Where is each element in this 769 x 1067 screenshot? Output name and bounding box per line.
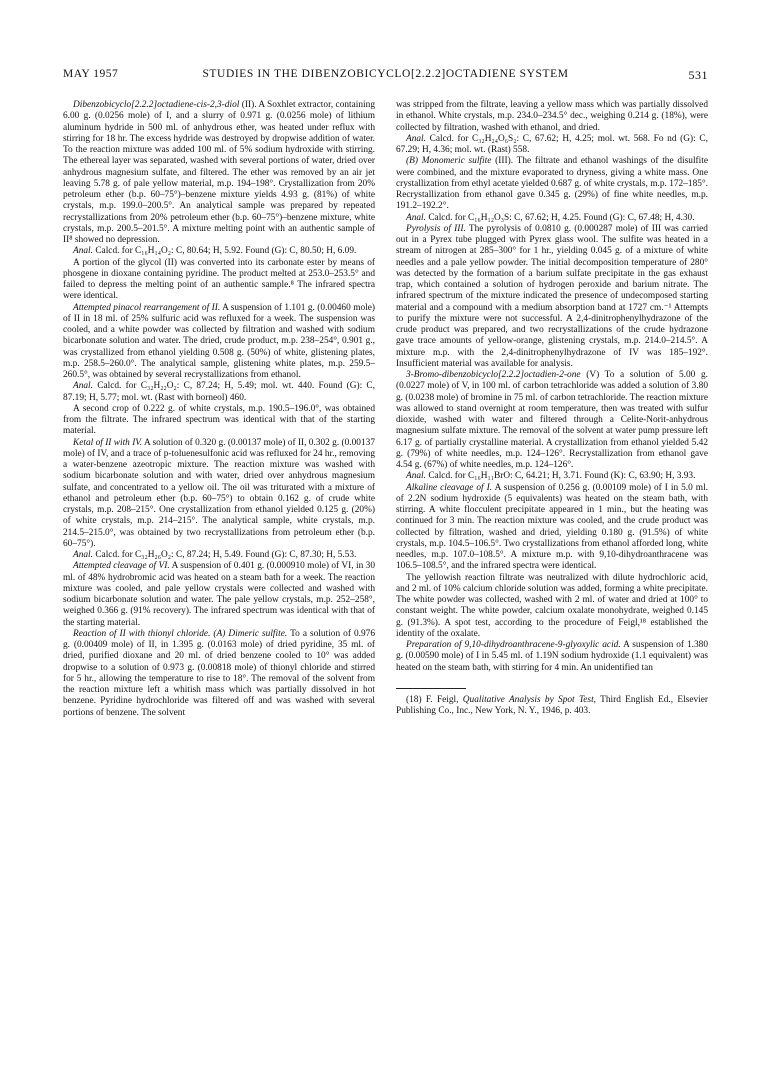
- paragraph-text: (V) To a solution of 5.00 g. (0.0227 mole) of V, in 100 ml. of carbon tetrachloride was added a solution of 3.80 g. (0.0238 mole) of bromine in 75 ml. of carbon tetrachloride. The reaction mixture was allowed to stand overnight at room temperature, then was treated with sulfur dioxide, washed with water and filtered through a Celite-Norit-anhydrous magnesium sulfate mixture. The removal of the solvent at water pump pressure left 6.17 g. of partially crystalline material. A crystallization from ethanol yielded 5.42 g. (79%) of white needles, m.p. 124–126°. Recrystallization from ethanol gave 4.54 g. (67%) of white needles, m.p. 124–126°.: [396, 370, 708, 470]
- paragraph: [396, 483, 708, 573]
- paragraph: [396, 224, 708, 370]
- paragraph-text: A portion of the glycol (II) was converted into its carbonate ester by means of phosgene in dioxane containing pyridine. The product melted at 253.0–253.5° and failed to depress the melting point of an authentic sample.⁸ The infrared spectra were identical.: [63, 257, 375, 302]
- paragraph-text: A suspension of 1.380 g. (0.00590 mole) of I in 5.45 ml. of 1.19N sodium hydroxide (1.1 equivalent) was heated on the steam bath, with stirring for 4 min. An unidentified tan: [396, 640, 708, 673]
- paragraph-heading: Anal.: [406, 133, 426, 144]
- paragraph-heading: Ketal of II with IV.: [73, 437, 143, 448]
- paragraph-heading: Reaction of II with thionyl chloride. (A) Dimeric sulfite.: [73, 628, 288, 639]
- paragraph-text: Calcd. for C₁₆H₁₂O₃S: C, 67.62; H, 4.25. Found (G): C, 67.48; H, 4.30.: [425, 212, 695, 223]
- paragraph: [63, 100, 375, 246]
- paragraph-heading: Anal.: [73, 246, 93, 257]
- paragraph-heading: (B) Monomeric sulfite: [406, 156, 492, 167]
- paragraph: [396, 213, 708, 224]
- paragraph-heading: Anal.: [406, 471, 426, 482]
- footnote-rule: [396, 688, 466, 689]
- running-header: [63, 68, 708, 84]
- paragraph-text: Calcd. for C₁₆H₁₄O₂: C, 80.64; H, 5.92. Found (G): C, 80.50; H, 6.09.: [92, 246, 357, 257]
- paragraph-text: A solution of 0.320 g. (0.00137 mole) of II, 0.302 g. (0.00137 mole) of IV, and a trace of p-toluenesulfonic acid was refluxed for 24 hr., removing a water-benzene azeotropic mixture. The reaction mixture was washed with sodium bicarbonate solution and with water, dried over anhydrous magnesium sulfate, and concentrated to a yellow oil. The oil was triturated with a mixture of ethanol and petroleum ether (b.p. 60–75°) to obtain 0.162 g. of crude white crystals, m.p. 208–215°. One crystallization from ethanol yielded 0.125 g. (20%) of white crystals, m.p. 214–215°. The analytical sample, white crystals, m.p. 214.5–215.0°, was obtained by two recrystallizations from petroleum ether (b.p. 60–75°).: [63, 437, 375, 549]
- paragraph-text: A suspension of 1.101 g. (0.00460 mole) of II in 18 ml. of 25% sulfuric acid was refluxed for a week. The suspension was cooled, and a white powder was collected by filtration and washed with sodium bicarbonate solution and water. The dried, crude product, m.p. 238–254°, 0.901 g., was crystallized from ethanol yielding 0.508 g. (50%) of white, glistening plates, m.p. 258.5–260.0°. The analytical sample, glistening white plates, m.p. 259.5–260.5°, was obtained by several recrystallizations from ethanol.: [63, 302, 375, 380]
- paragraph-text: Calcd. for C₁₆H₁₁BrO: C, 64.21; H, 3.71. Found (K): C, 63.90; H, 3.93.: [425, 471, 696, 482]
- paragraph-text: A suspension of 0.256 g. (0.00109 mole) of I in 5.0 ml. of 2.2N sodium hydroxide (5 equivalents) was heated on the steam bath, with stirring. A white flocculent precipitate appeared in 1 min., but the heating was continued for 3 min. The reaction mixture was cooled, and the crude product was collected by filtration, washed and dried, yielding 0.180 g. (91.5%) of white crystals, m.p. 104.5–106.5°. Two crystallizations from ethanol afforded long, white needles, m.p. 107.0–108.5°. A mixture m.p. with 9,10-dihydroanthracene was 106.5–108.5°, and the infrared spectra were identical.: [396, 482, 709, 572]
- footnote: [396, 695, 708, 718]
- paragraph-heading: 3-Bromo-dibenzobicyclo[2.2.2]octadien-2-one: [406, 370, 581, 380]
- paragraph: [396, 370, 708, 471]
- header-date: MAY 1957: [63, 68, 119, 80]
- paragraph-text: The yellowish reaction filtrate was neutralized with dilute hydrochloric acid, and 2 ml. of 10% calcium chloride solution was added, forming a white precipitate. The white powder was collected, washed with 2 ml. of water and dried at 100° to constant weight. The white powder, calcium oxalate monohydrate, weighed 0.145 g. (91.3%). A spot test, according to the procedure of Feigl,¹⁸ established the identity of the oxalate.: [396, 572, 708, 639]
- paragraph: [63, 438, 375, 551]
- paragraph: [63, 381, 375, 404]
- paragraph-text: Calcd. for C₃₂H₂₄O₆S₂: C, 67.62; H, 4.25; mol. wt. 568. Fo nd (G): C, 67.29; H, 4.36; mol. wt. (Rast) 558.: [396, 133, 708, 155]
- paragraph: [63, 303, 375, 382]
- paragraph-heading: Anal.: [73, 550, 93, 560]
- paragraph: [396, 471, 708, 482]
- paragraph-heading: Dibenzobicyclo[2.2.2]octadiene-cis-2,3-diol: [73, 100, 240, 110]
- footnote-authors: (18) F. Feigl,: [406, 694, 463, 705]
- paragraph-text: To a solution of 0.976 g. (0.00409 mole) of II, in 1.395 g. (0.0163 mole) of dried pyridine, 35 ml. of dried, purified dioxane and 20 ml. of dried benzene cooled to 10° was added dropwise to a solution of 0.973 g. (0.00818 mole) of thionyl chloride and stirred for 5 hr., allowing the temperature to rise to 18°. The removal of the solvent from the reaction mixture left a whitish mass which was partially dissolved in hot benzene. Pyridine hydrochloride was filtered off and was washed with several portions of benzene. The solvent: [63, 628, 375, 718]
- left-column: [63, 100, 375, 719]
- paragraph-heading: Preparation of 9,10-dihydroanthracene-9-glyoxylic acid.: [406, 640, 621, 650]
- paragraph-text: was stripped from the filtrate, leaving a yellow mass which was partially dissolved in ethanol. White crystals, m.p. 234.0–234.5° dec., weighing 0.214 g. (18%), were collected by filtration, washed with ethanol, and dried.: [396, 100, 708, 133]
- paragraph: [63, 258, 375, 303]
- footnote-title: Qualitative Analysis by Spot Test,: [462, 694, 596, 705]
- page-number: 531: [688, 68, 708, 82]
- paragraph: [63, 629, 375, 719]
- paragraph: [396, 640, 708, 674]
- paragraph-text: Calcd. for C₃₂H₂₂O₂: C, 87.24; H, 5.49; mol. wt. 440. Found (G): C, 87.19; H, 5.77; mol. wt. (Rast with borneol) 460.: [63, 381, 375, 403]
- paragraph: [63, 246, 375, 257]
- paragraph: [63, 561, 375, 629]
- paragraph-heading: Pyrolysis of III.: [406, 223, 466, 234]
- paragraph-text: The pyrolysis of 0.0810 g. (0.000287 mole) of III was carried out in a Pyrex tube plugged with Pyrex glass wool. The sulfite was heated in a stream of nitrogen at 285–300° for 1 hr., yielding 0.045 g. of a mixture of white needles and a pale yellow powder. The initial decomposition temperature of 280° was detected by the formation of a barium sulfate precipitate in the gas exhaust trap, which contained a solution of hydrogen peroxide and barium nitrate. The infrared spectrum of the mixture indicated the presence of undecomposed starting material and a compound with a medium absorption band at 1727 cm.⁻¹ Attempts to purify the mixture were not successful. A 2,4-dinitrophenylhydrazone of the crude product was prepared, and two recrystallizations of the crude hydrazone gave trace amounts of yellow-orange, glistening crystals, m.p. 214.0–214.5°. A mixture m.p. with the 2,4-dinitrophenylhydrazone of IV was 185–192°. Insufficient material was available for analysis.: [396, 223, 708, 369]
- paragraph: [63, 404, 375, 438]
- paragraph-text: A second crop of 0.222 g. of white crystals, m.p. 190.5–196.0°, was obtained from the filtrate. The infrared spectrum was identical with that of the starting material.: [63, 403, 375, 437]
- paragraph-text: (II). A Soxhlet extractor, containing 6.00 g. (0.0256 mole) of I, and a slurry of 0.971 g. (0.0256 mole) of lithium aluminum hydride in 500 ml. of anhydrous ether, was heated under reflux with stirring for 18 hr. The excess hydride was destroyed by dropwise addition of water. To the reaction mixture was added 100 ml. of 5% sodium hydroxide with stirring. The ethereal layer was separated, washed with several portions of water, dried over anhydrous magnesium sulfate, and filtered. The ether was removed by an air jet leaving 5.78 g. of pale yellow material, m.p. 194–198°. Crystallization from 20% petroleum ether (b.p. 60–75°)–benzene mixture yields 4.93 g. (81%) of white crystals, m.p. 199.0–200.5°. An analytical sample was prepared by repeated recrystallizations from 20% petroleum ether (b.p. 60–75°)–benzene mixture, white crystals, m.p. 200.5–201.5°. A mixture melting point with an authentic sample of II⁸ showed no depression.: [63, 100, 375, 245]
- paragraph-heading: Alkaline cleavage of I.: [406, 482, 493, 493]
- paragraph: [396, 156, 708, 212]
- paragraph: [63, 550, 375, 561]
- paragraph-heading: Anal.: [406, 212, 426, 223]
- paragraph-text: Calcd. for C₃₂H₂₆O₂: C, 87.24; H, 5.49. Found (G): C, 87.30; H, 5.53.: [92, 550, 357, 560]
- paragraph-heading: Anal.: [73, 381, 93, 392]
- paragraph-text: A suspension of 0.401 g. (0.000910 mole) of VI, in 30 ml. of 48% hydrobromic acid was heated on a steam bath for a week. The reaction mixture was cooled, and pale yellow crystals were collected and washed with sodium bicarbonate solution and water. The pale yellow crystals, m.p. 252–258°, weighed 0.366 g. (91% recovery). The infrared spectrum was identical with that of the starting material.: [63, 561, 375, 628]
- paragraph: [396, 573, 708, 641]
- paragraph-text: (III). The filtrate and ethanol washings of the disulfite were combined, and the mixture evaporated to dryness, giving a white mass. One crystallization from ethyl acetate yielded 0.687 g. of white crystals, m.p. 172–185°. Recrystallization from ethanol gave 0.345 g. (29%) of fine white needles, m.p. 191.2–192.2°.: [396, 156, 708, 212]
- footnote-details: Third English Ed., Elsevier Publishing Co., Inc., New York, N. Y., 1946, p. 403.: [396, 694, 708, 716]
- paragraph-heading: Attempted pinacol rearrangement of II.: [73, 302, 221, 313]
- header-title: STUDIES IN THE DIBENZOBICYCLO[2.2.2]OCTADIENE SYSTEM: [202, 68, 569, 80]
- paragraph: [396, 100, 708, 134]
- paragraph-heading: Attempted cleavage of VI.: [73, 561, 170, 572]
- paragraph: [396, 134, 708, 157]
- right-column: [396, 100, 708, 717]
